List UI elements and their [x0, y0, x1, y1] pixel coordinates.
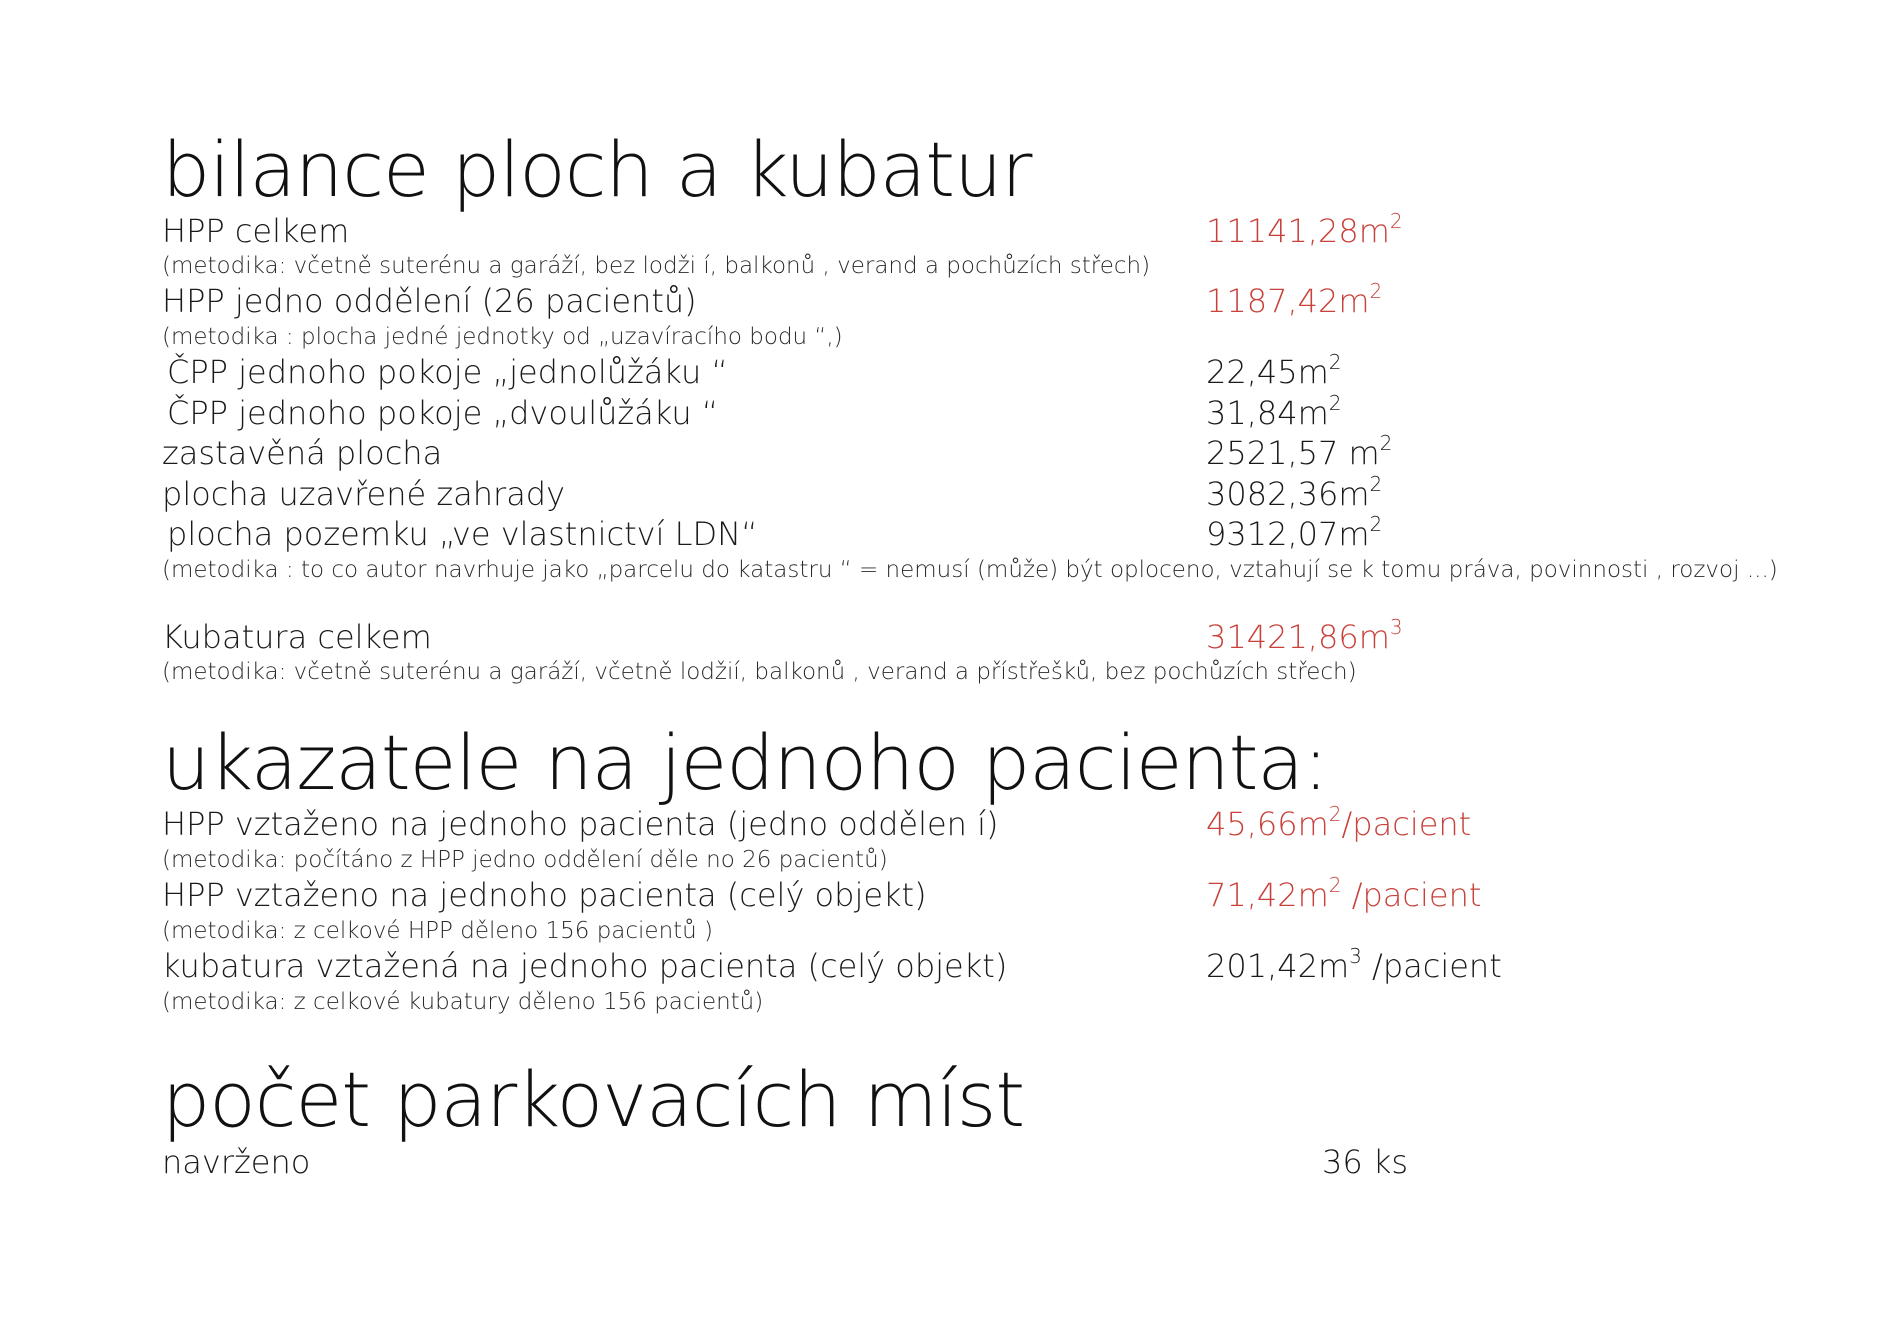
- label-cpp-double-room: ČPP jednoho pokoje „dvoulůžáku “: [167, 394, 719, 432]
- note-hpp-ward-method: (metodika : plocha jedné jednotky od „uzavíracího bodu “,): [162, 324, 843, 350]
- heading-parking-spaces: počet parkovacích míst: [162, 1055, 1025, 1144]
- value-volume-per-patient: $201,42m^3$ /pacient: [1206, 944, 1502, 985]
- value-parking-proposed: 36 ks: [1322, 1143, 1409, 1181]
- heading-area-balance: bilance ploch a kubatur: [162, 125, 1032, 214]
- label-hpp-ward: HPP jedno oddělení (26 pacientů): [162, 282, 697, 320]
- note-volume-method: (metodika: včetně suterénu a garáží, včetně lodžií, balkonů , verand a přístřešků, bez pochůzích střech): [162, 659, 1357, 685]
- heading-patient-indicators: ukazatele na jednoho pacienta:: [162, 718, 1328, 807]
- value-hpp-total: $11141,28m^2$: [1206, 209, 1403, 250]
- note-hpp-per-patient-building-method: (metodika: z celkové HPP děleno 156 pacientů ): [162, 918, 714, 944]
- label-cpp-single-room: ČPP jednoho pokoje „jednolůžáku “: [167, 353, 728, 391]
- note-hpp-total-method: (metodika: včetně suterénu a garáží, bez lodži í, balkonů , verand a pochůzích střech): [162, 253, 1151, 279]
- note-hpp-per-patient-ward-method: (metodika: počítáno z HPP jedno oddělení děle no 26 pacientů): [162, 847, 888, 873]
- value-built-up-area: 2521,57 $m^2$: [1206, 431, 1393, 472]
- value-enclosed-garden: $3082,36m^2$: [1206, 472, 1383, 513]
- label-plot-area: plocha pozemku „ve vlastnictví LDN“: [167, 515, 758, 553]
- value-cpp-double-room: $31,84m^2$: [1206, 391, 1342, 432]
- value-hpp-per-patient-building: $71,42m^2$ /pacient: [1206, 873, 1482, 914]
- label-volume-per-patient: kubatura vztažená na jednoho pacienta (celý objekt): [162, 947, 1008, 985]
- label-enclosed-garden: plocha uzavřené zahrady: [162, 475, 566, 513]
- label-hpp-total: HPP celkem: [162, 212, 350, 250]
- note-plot-area-method: (metodika : to co autor navrhuje jako „parcelu do katastru “ = nemusí (může) být oploceno, vztahují se k tomu práva, povinnosti , rozvoj ...): [162, 557, 1778, 583]
- label-parking-proposed: navrženo: [162, 1143, 311, 1181]
- value-hpp-ward: $1187,42m^2$: [1206, 279, 1383, 320]
- label-hpp-per-patient-ward: HPP vztaženo na jednoho pacienta (jedno oddělen í): [162, 805, 999, 843]
- value-volume-total: $31421,86m^3$: [1206, 615, 1403, 656]
- value-cpp-single-room: $22,45m^2$: [1206, 350, 1342, 391]
- note-volume-per-patient-method: (metodika: z celkové kubatury děleno 156 pacientů): [162, 989, 764, 1015]
- label-built-up-area: zastavěná plocha: [162, 434, 443, 472]
- label-hpp-per-patient-building: HPP vztaženo na jednoho pacienta (celý objekt): [162, 876, 927, 914]
- label-volume-total: Kubatura celkem: [162, 618, 432, 656]
- value-hpp-per-patient-ward: $45,66m^2$/pacient: [1206, 802, 1472, 843]
- value-plot-area: $9312,07m^2$: [1206, 512, 1383, 553]
